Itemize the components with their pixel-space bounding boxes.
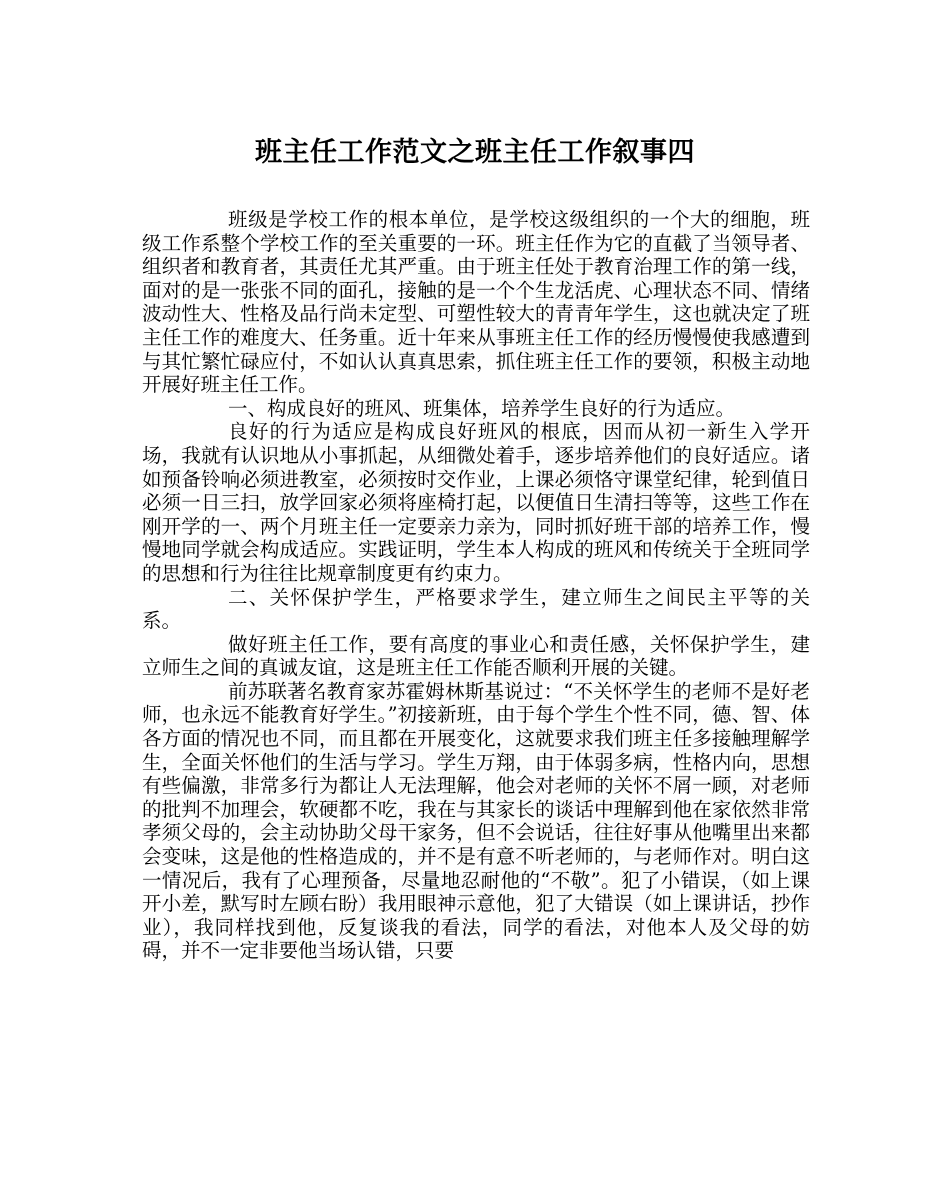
paragraph-intro: 班级是学校工作的根本单位，是学校这级组织的一个大的细胞，班级工作系整个学校工作的至关重要的一环。班主任作为它的直截了当领导者、组织者和教育者，其责任尤其严重。由于班主任处于教育治理工作的第一线，面对的是一张张不同的面孔，接触的是一个个生龙活虎、心理状态不同、情绪波动性大、性格及品行尚未定型、可塑性较大的青青年学生，这也就决定了班主任工作的难度大、任务重。近十年来从事班主任工作的经历慢慢使我感遭到与其忙繁忙碌应付，不如认认真真思索，抓住班主任工作的要领，积极主动地开展好班主任工作。: [142, 208, 810, 397]
paragraph-section-1: 良好的行为适应是构成良好班风的根底，因而从初一新生入学开场，我就有认识地从小事抓起，从细微处着手，逐步培养他们的良好适应。诸如预备铃响必须进教室，必须按时交作业，上课必须恪守课堂纪律，轮到值日必须一日三扫，放学回家必须将座椅打起，以便值日生清扫等等，这些工作在刚开学的一、两个月班主任一定要亲力亲为，同时抓好班干部的培养工作，慢慢地同学就会构成适应。实践证明，学生本人构成的班风和传统关于全班同学的思想和行为往往比规章制度更有约束力。: [142, 420, 810, 585]
paragraph-section-2: 做好班主任工作，要有高度的事业心和责任感，关怀保护学生，建立师生之间的真诚友谊，这是班主任工作能否顺利开展的关键。: [142, 632, 810, 680]
section-heading-1: 一、构成良好的班风、班集体，培养学生良好的行为适应。: [228, 396, 736, 420]
document-body: [142, 208, 810, 963]
document-title: 班主任工作范文之班主任工作叙事四: [255, 137, 695, 168]
section-heading-2: 二、关怀保护学生，严格要求学生，建立师生之间民主平等的关系。: [142, 585, 810, 633]
paragraph-quote: 前苏联著名教育家苏霍姆林斯基说过：“不关怀学生的老师不是好老师，也永远不能教育好学生。”初接新班，由于每个学生个性不同，德、智、体各方面的情况也不同，而且都在开展变化，这就要求我们班主任多接触理解学生，全面关怀他们的生活与学习。学生万翔，由于体弱多病，性格内向，思想有些偏激，非常多行为都让人无法理解，他会对老师的关怀不屑一顾，对老师的批判不加理会，软硬都不吃，我在与其家长的谈话中理解到他在家依然非常孝须父母的，会主动协助父母干家务，但不会说话，往往好事从他嘴里出来都会变味，这是他的性格造成的，并不是有意不听老师的，与老师作对。明白这一情况后，我有了心理预备，尽量地忍耐他的“不敬”。犯了小错误，（如上课开小差，默写时左顾右盼）我用眼神示意他，犯了大错误（如上课讲话，抄作业），我同样找到他，反复谈我的看法，同学的看法，对他本人及父母的妨碍，并不一定非要他当场认错，只要: [142, 679, 810, 963]
